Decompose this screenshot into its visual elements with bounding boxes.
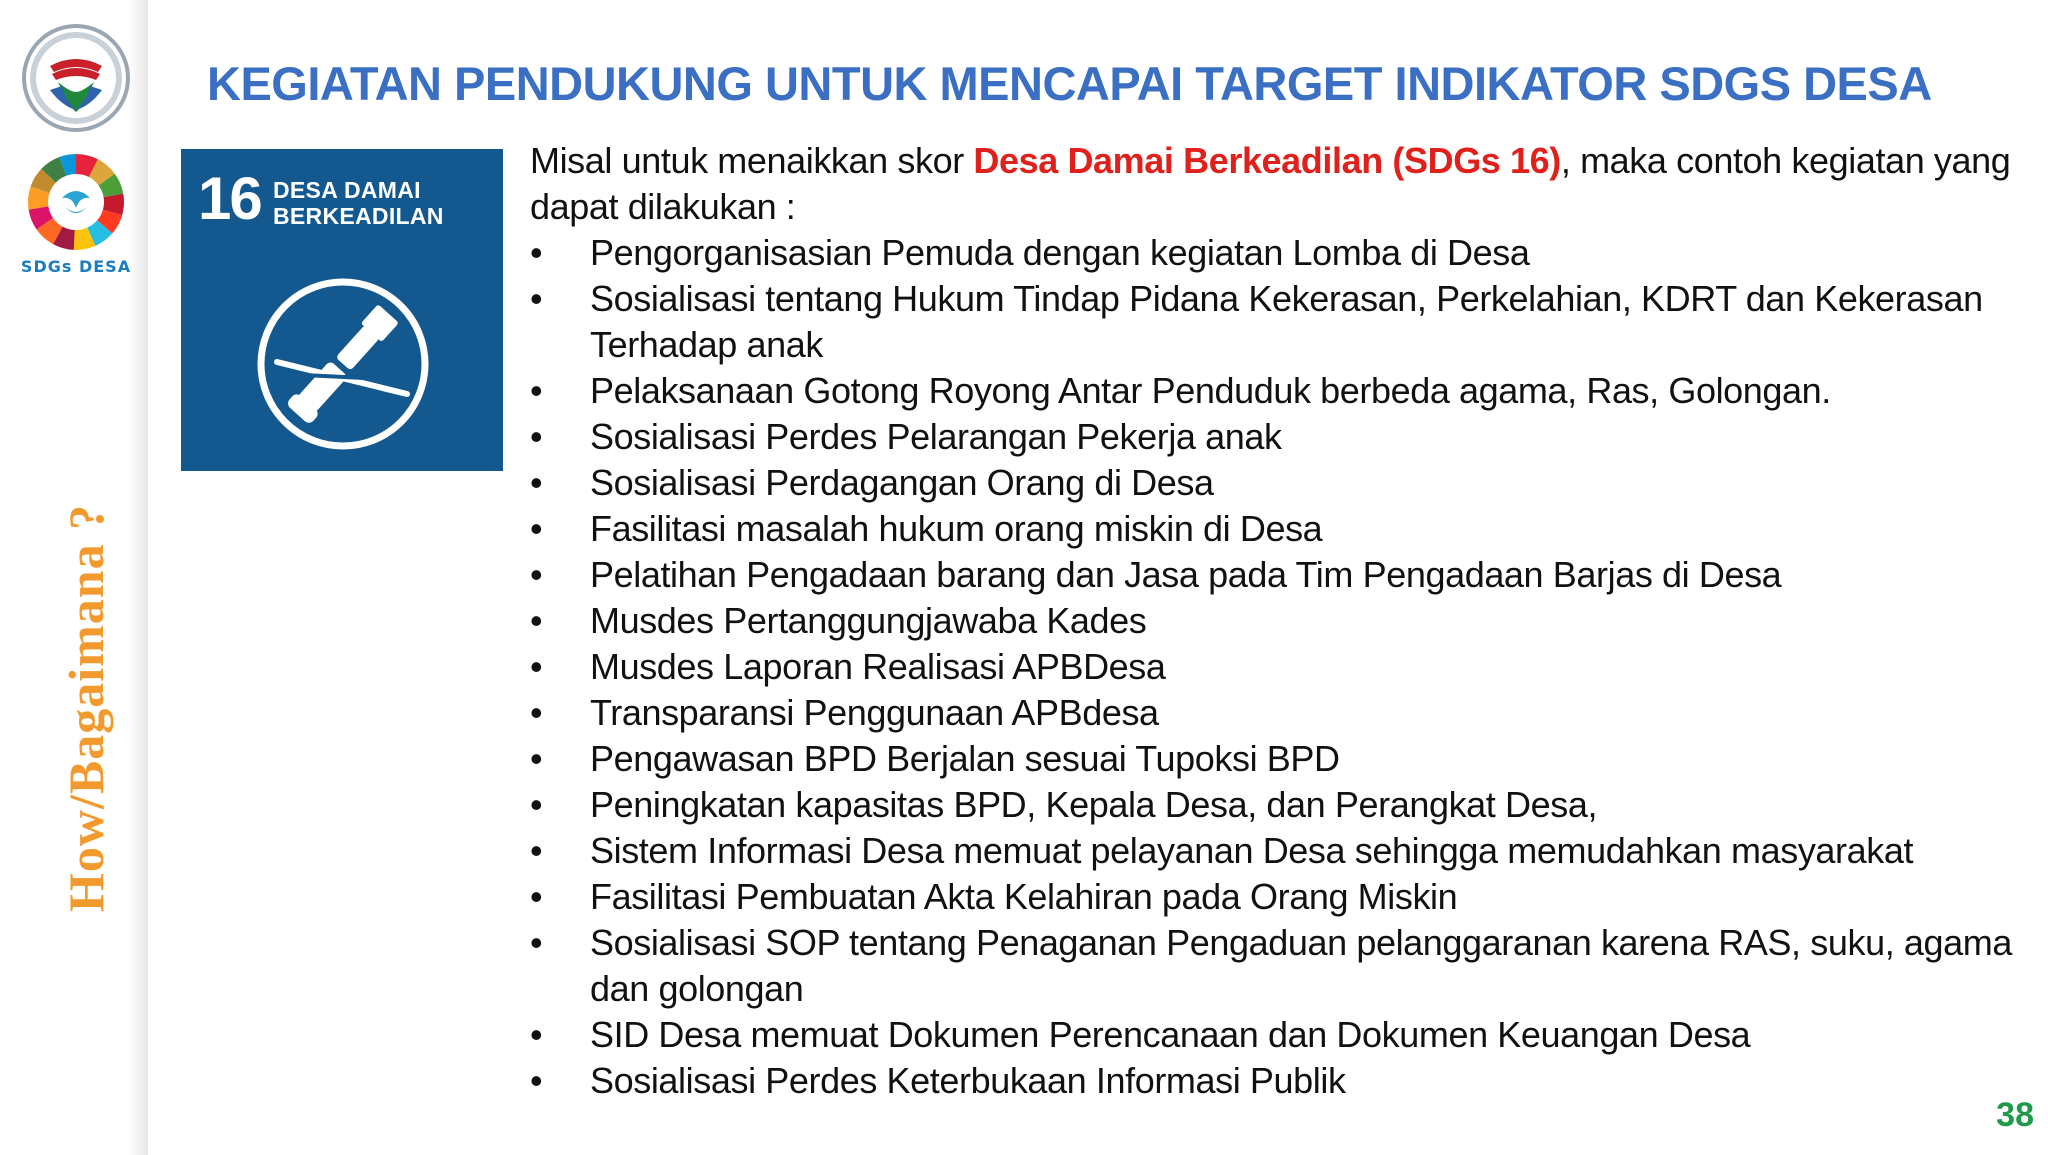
goal-title — [273, 177, 444, 229]
list-item: • Peningkatan kapasitas BPD, Kepala Desa, dan Perangkat Desa, — [530, 782, 2012, 828]
list-item: • Pelaksanaan Gotong Royong Antar Penduduk berbeda agama, Ras, Golongan. — [530, 368, 2012, 414]
intro-suffix: , maka contoh kegiatan yang dapat dilakukan : — [530, 140, 2011, 227]
list-item: • Transparansi Penggunaan APBdesa — [530, 690, 2012, 736]
content-area — [530, 138, 2012, 1104]
list-item: • SID Desa memuat Dokumen Perencanaan dan Dokumen Keuangan Desa — [530, 1012, 2012, 1058]
goal-title-line2: BERKEADILAN — [273, 203, 444, 229]
activity-list — [530, 230, 2012, 1104]
slide-title: KEGIATAN PENDUKUNG UNTUK MENCAPAI TARGET INDIKATOR SDGS DESA — [207, 57, 1932, 110]
sdgs-desa-logo-text: SDGs DESA — [20, 257, 132, 276]
intro-prefix: Misal untuk menaikkan skor — [530, 140, 974, 181]
broken-rifle-icon — [255, 276, 431, 452]
list-item: • Sosialisasi Perdes Pelarangan Pekerja anak — [530, 414, 2012, 460]
sidebar — [0, 0, 148, 1155]
list-item: • Sosialisasi tentang Hukum Tindap Pidana Kekerasan, Perkelahian, KDRT dan Kekerasan Terhadap anak — [530, 276, 2012, 368]
list-item: • Fasilitasi masalah hukum orang miskin di Desa — [530, 506, 2012, 552]
intro-highlight: Desa Damai Berkeadilan (SDGs 16) — [973, 140, 1561, 181]
list-item: • Pengawasan BPD Berjalan sesuai Tupoksi BPD — [530, 736, 2012, 782]
list-item: • Sosialisasi SOP tentang Penaganan Pengaduan pelanggaranan karena RAS, suku, agama dan golongan — [530, 920, 2012, 1012]
list-item: • Pelatihan Pengadaan barang dan Jasa pada Tim Pengadaan Barjas di Desa — [530, 552, 2012, 598]
list-item: • Pengorganisasian Pemuda dengan kegiatan Lomba di Desa — [530, 230, 2012, 276]
goal-title-line1: DESA DAMAI — [273, 177, 421, 203]
list-item: • Sistem Informasi Desa memuat pelayanan Desa sehingga memudahkan masyarakat — [530, 828, 2012, 874]
list-item: • Sosialisasi Perdagangan Orang di Desa — [530, 460, 2012, 506]
sdg16-goal-tile — [181, 149, 503, 471]
list-item: • Sosialisasi Perdes Keterbukaan Informasi Publik — [530, 1058, 2012, 1104]
how-bagaimana-label: How/Bagaimana ? — [58, 503, 114, 912]
intro-paragraph — [530, 138, 2012, 230]
kemendes-logo-icon — [20, 22, 132, 134]
list-item: • Musdes Laporan Realisasi APBDesa — [530, 644, 2012, 690]
goal-number: 16 — [198, 165, 261, 232]
sdgs-desa-logo-icon — [20, 148, 132, 256]
list-item: • Fasilitasi Pembuatan Akta Kelahiran pada Orang Miskin — [530, 874, 2012, 920]
page-number: 38 — [1996, 1096, 2034, 1134]
list-item: • Musdes Pertanggungjawaba Kades — [530, 598, 2012, 644]
